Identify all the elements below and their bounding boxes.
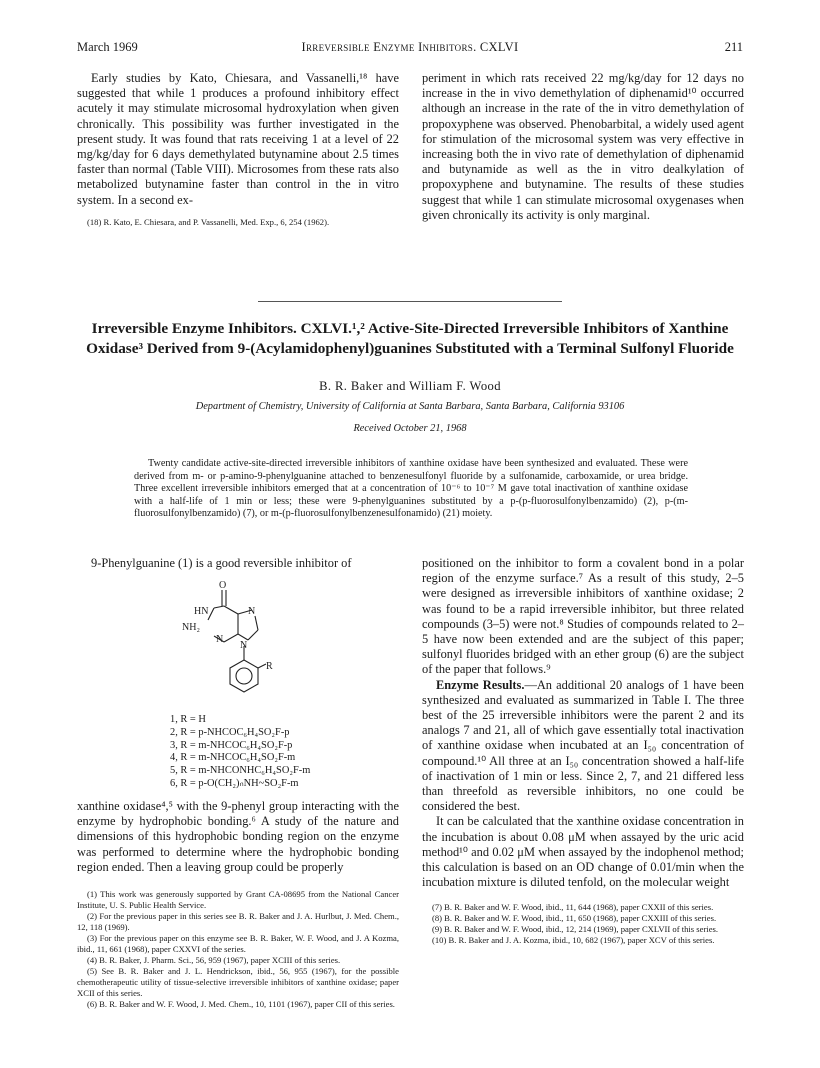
- received-date: Received October 21, 1968: [353, 423, 467, 434]
- article-separator: [258, 301, 562, 302]
- footnote-text: (18) R. Kato, E. Chiesara, and P. Vassanelli, Med. Exp., 6, 254 (1962).: [87, 216, 330, 227]
- footnote-7: (7) B. R. Baker and W. F. Wood, ibid., 11, 644 (1968), paper CXXII of this series.: [432, 902, 714, 913]
- footnote-4: (4) B. R. Baker, J. Pharm. Sci., 56, 959 (1967), paper XCIII of this series.: [87, 955, 341, 966]
- header-date: March 1969: [77, 40, 138, 54]
- article-right-column: [422, 556, 744, 946]
- intro-line: 9-Phenylguanine (1) is a good reversible inhibitor of: [91, 556, 352, 570]
- header-title: Irreversible Enzyme Inhibitors. CXLVI: [301, 40, 519, 54]
- right-paragraph-1: positioned on the inhibitor to form a covalent bond in a polar region of the enzyme surface.⁷ As a result of this study, 2–5 were designed as irreversible inhibitors of xanthine oxidase; 2 was found to be a rapid irreversible inhibitor, but three related compounds (3–5) were not.⁸ Studies of compounds related to 2–5 have now been extended and are the subject of this paper; sulfonyl fluorides bridged with an ether group (6) are the subject of the paper that follows.⁹: [422, 556, 744, 677]
- prev-article-right-column: [422, 71, 744, 223]
- prev-article-paragraph-cont: periment in which rats received 22 mg/kg/day for 12 days no increase in the in vivo demethylation of diphenamid¹⁰ occurred although an increase in the rate of the in vitro demethylation of propoxyphene was observed. Phenobarbital, a widely used agent for stimulation of the microsomal system was very effective in increasing both the in vivo rate of demethylation of diphenamid and butynamide as well as the in vitro dealkylation of propoxyphene and butynamine. The results of these studies suggest that while 1 can stimulate microsomal oxygenases when given chronically its activity is only marginal.: [422, 71, 744, 222]
- footnotes-right: [422, 902, 744, 946]
- n3-label: N: [216, 634, 224, 645]
- abstract: [134, 458, 688, 521]
- enzyme-results-heading: Enzyme Results.: [436, 677, 525, 692]
- article-left-column-body: [77, 799, 399, 1010]
- hn-label: HN: [194, 606, 209, 617]
- footnote-8: (8) B. R. Baker and W. F. Wood, ibid., 11, 650 (1968), paper CXXIII of this series.: [432, 913, 717, 924]
- abstract-text: Twenty candidate active-site-directed irreversible inhibitors of xanthine oxidase have been synthesized and evaluated. These were derived from m- or p-amino-9-phenylguanine attached to benzenesulfonyl fluoride by a sulfonamide, carboxamide, or urea bridge. Three excellent irreversible inhibitors emerged that at a concentration of 10⁻⁶ to 10⁻⁷ M gave total inactivation of xanthine oxidase with a half-life of 1 min or less; these were 9-phenylguanines substituted by a p-(p-fluorosulfonylbenzamido) (2), p-(m-fluorosulfonylbenzamido) (7), or m-(p-fluorosulfonylbenzenesulfonamido) (21) moiety.: [134, 458, 688, 520]
- affiliation: Department of Chemistry, University of California at Santa Barbara, Santa Barbara, California 93106: [195, 401, 625, 412]
- page-number: 211: [724, 40, 743, 54]
- r-group-item: 2, R = p-NHCOC₆H₄SO₂F-p: [170, 726, 290, 738]
- enzyme-results-paragraph: [422, 678, 744, 815]
- footnotes-left: [77, 889, 399, 1010]
- footnote-18: [77, 217, 399, 228]
- prev-article-left-column: [77, 71, 399, 228]
- r-group-list: [170, 714, 310, 791]
- prev-article-paragraph: Early studies by Kato, Chiesara, and Vassanelli,¹⁸ have suggested that while 1 produces a profound inhibitory effect acutely it may stimulate microsomal hydroxylation when given chronically. This possibility was further investigated in the present study. It was found that rats receiving 1 at a level of 22 mg/kg/day for 6 days demethylated butynamine about 2.5 times faster than normal (Table VIII). Microsomes from these rats also metabolized butynamine faster than control in the in vitro system. In a second ex-: [77, 71, 399, 207]
- r-group-item: 6, R = p-O(CH₂)ₙNH~SO₂F-m: [170, 777, 299, 789]
- enzyme-results-text: —An additional 20 analogs of 1 have been synthesized and evaluated as summarized in Table I. The three best of the 25 irreversible inhibitors were the parent 2 and its analogs 7 and 21, all of which gave essentially total inactivation of xanthine oxidase when incubated at an I₅₀ concentration of compound.¹⁰ All three at an I₅₀ concentration showed a half-life of inactivation of 1 min or less. Since 2, 7, and 21 differed less than threefold as reversible inhibitors, no one could be considered the best.: [422, 677, 744, 814]
- footnote-5: (5) See B. R. Baker and J. L. Hendrickson, ibid., 56, 955 (1967), for the possible chemotherapeutic utility of tissue-selective irreversible inhibitors of xanthine oxidase; paper XCII of this series.: [77, 966, 399, 999]
- guanine-structure: [162, 578, 272, 698]
- oxygen-label: O: [219, 580, 227, 591]
- article-left-column-intro: [77, 556, 399, 571]
- r-group-item: 5, R = m-NHCONHC₆H₄SO₂F-m: [170, 765, 311, 777]
- right-paragraph-3: It can be calculated that the xanthine oxidase concentration in the incubation is about 0.08 μM when assayed by the uric acid method¹⁰ and 0.02 μM when assayed by the indophenol method; this calculation is based on an OD change of 0.01/min when the incubation mixture is diluted tenfold, on the molecular weight: [422, 814, 744, 890]
- running-header: [77, 40, 743, 58]
- footnote-3: (3) For the previous paper on this enzyme see B. R. Baker, W. F. Wood, and J. A Kozma, ibid., 11, 661 (1968), paper CXXVI of the series.: [77, 933, 399, 955]
- n7-label: N: [248, 606, 256, 617]
- r-group-item: 1, R = H: [170, 714, 206, 725]
- nh2-label: NH₂: [182, 622, 200, 633]
- footnote-1: (1) This work was generously supported by Grant CA-08695 from the National Cancer Institute, U. S. Public Health Service.: [77, 889, 399, 911]
- footnote-2: (2) For the previous paper in this series see B. R. Baker and J. A. Hurlbut, J. Med. Chem., 12, 118 (1969).: [77, 911, 399, 933]
- footnote-9: (9) B. R. Baker and W. F. Wood, ibid., 12, 214 (1969), paper CXLVII of this series.: [432, 924, 719, 935]
- article-title: Irreversible Enzyme Inhibitors. CXLVI.¹,² Active-Site-Directed Irreversible Inhibitors of Xanthine Oxidase³ Derived from 9-(Acylamidophenyl)guanines Substituted with a Terminal Sulfonyl Fluoride: [86, 320, 734, 357]
- r-group-item: 4, R = m-NHCOC₆H₄SO₂F-m: [170, 752, 296, 764]
- authors: B. R. Baker and William F. Wood: [319, 379, 501, 393]
- r-group-item: 3, R = m-NHCOC₆H₄SO₂F-p: [170, 739, 293, 751]
- footnote-6: (6) B. R. Baker and W. F. Wood, J. Med. Chem., 10, 1101 (1967), paper CII of this series.: [87, 999, 395, 1010]
- r-label: R: [266, 661, 273, 672]
- n9-label: N: [240, 640, 248, 651]
- footnote-10: (10) B. R. Baker and J. A. Kozma, ibid., 10, 682 (1967), paper XCV of this series.: [432, 935, 715, 946]
- left-body-paragraph: xanthine oxidase⁴,⁵ with the 9-phenyl group interacting with the enzyme by hydrophobic bonding.⁶ A study of the nature and dimensions of this hydrophobic bonding region on the enzyme was performed to determine where the hydrophobic bonding region ended. Then a leaving group could be properly: [77, 799, 399, 874]
